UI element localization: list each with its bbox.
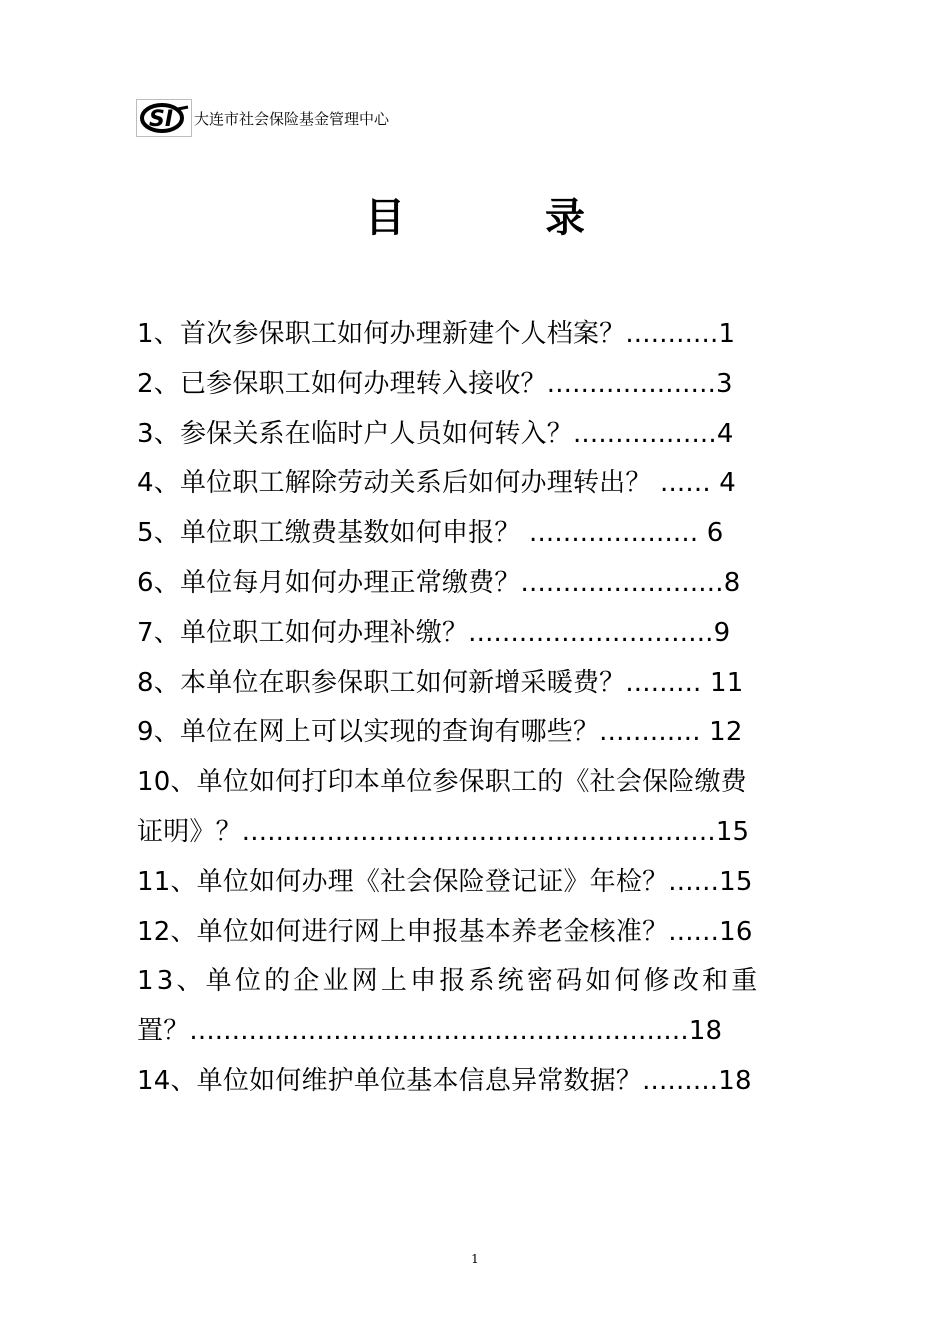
toc-entry-13-line-1: 13、单位的企业网上申报系统密码如何修改和重 <box>137 966 761 997</box>
toc-entry-2: 2、已参保职工如何办理转入接收？....................3 <box>137 368 733 399</box>
toc-entry-11: 11、单位如何办理《社会保险登记证》年检？......15 <box>137 866 753 897</box>
toc-entry-3: 3、参保关系在临时户人员如何转入？.................4 <box>137 418 734 449</box>
logo-lettering: SI <box>149 107 174 132</box>
toc-entry-10-line-1: 10、单位如何打印本单位参保职工的《社会保险缴费 <box>137 767 747 798</box>
toc-entry-10-line-2: 证明》？........................................................15 <box>137 816 750 847</box>
toc-entry-14: 14、单位如何维护单位基本信息异常数据？.........18 <box>137 1065 752 1096</box>
page-number: 1 <box>471 1252 479 1266</box>
toc-entry-7: 7、单位职工如何办理补缴？.............................9 <box>137 617 731 648</box>
title-char-1: 目 <box>365 194 405 241</box>
toc-entry-13-line-2: 置？...........................................................18 <box>137 1016 723 1047</box>
toc-entry-9: 9、单位在网上可以实现的查询有哪些？............ 12 <box>137 717 743 748</box>
toc-entry-5: 5、单位职工缴费基数如何申报？ .................... 6 <box>137 518 724 549</box>
toc-entry-6: 6、单位每月如何办理正常缴费？........................8 <box>137 567 741 598</box>
si-logo-icon <box>138 101 190 135</box>
document-header <box>136 98 389 138</box>
si-logo <box>136 99 192 137</box>
toc-entry-1: 1、首次参保职工如何办理新建个人档案？...........1 <box>137 319 736 349</box>
organization-name: 大连市社会保险基金管理中心 <box>194 109 390 128</box>
toc-entry-12: 12、单位如何进行网上申报基本养老金核准？......16 <box>137 916 753 947</box>
title-char-2: 录 <box>545 194 585 241</box>
toc-entry-4: 4、单位职工解除劳动关系后如何办理转出？ ...... 4 <box>137 468 737 499</box>
table-of-contents <box>137 310 827 1107</box>
toc-entry-8: 8、本单位在职参保职工如何新增采暖费？......... 11 <box>137 667 744 698</box>
page-title <box>0 186 950 243</box>
